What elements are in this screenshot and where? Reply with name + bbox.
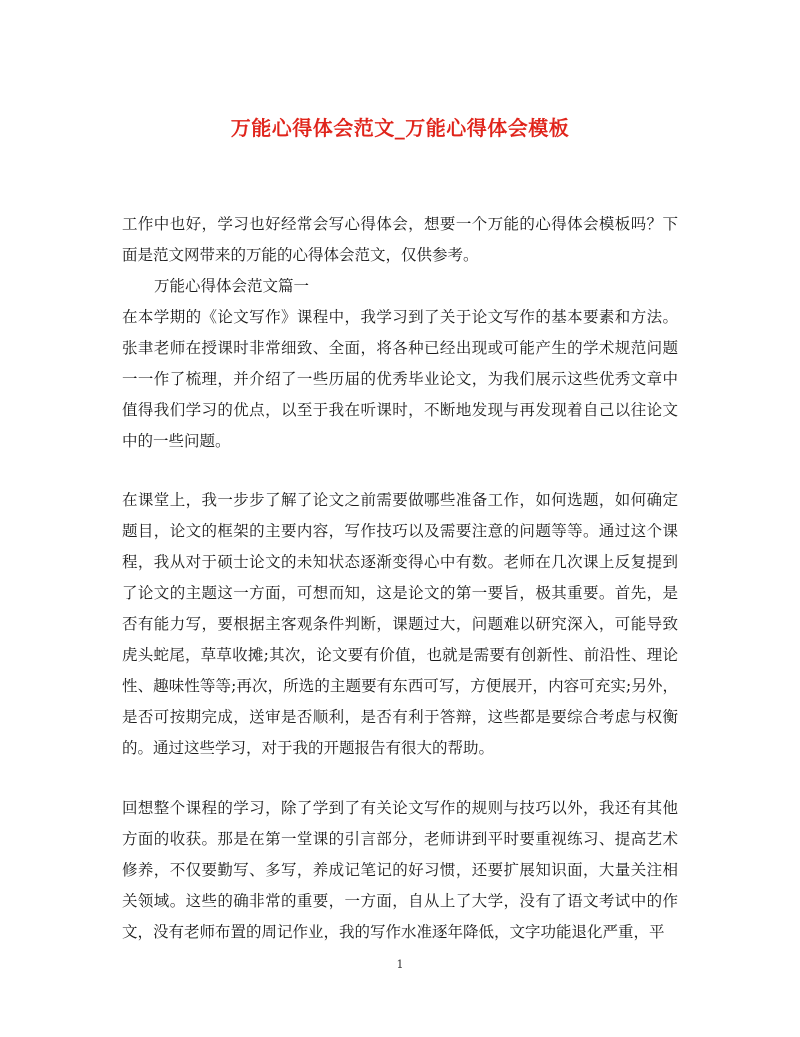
body-paragraph: 在课堂上，我一步步了解了论文之前需要做哪些准备工作，如何选题，如何确定题目，论文的框架的主要内容，写作技巧以及需要注意的问题等等。通过这个课程，我从对于硕士论文的未知状态逐渐变得心中有数。老师在几次课上反复提到了论文的主题这一方面，可想而知，这是论文的第一要旨，极其重要。首先，是否有能力写，要根据主客观条件判断，课题过大，问题难以研究深入，可能导致虎头蛇尾，草草收摊;其次，论文要有价值，也就是需要有创新性、前沿性、理论性、趣味性等等;再次，所选的主题要有东西可写，方便展开，内容可充实;另外，是否可按期完成，送审是否顺利，是否有利于答辩，这些都是要综合考虑与权衡的。通过这些学习，对于我的开题报告有很大的帮助。 xyxy=(122,491,678,757)
intro-paragraph: 工作中也好，学习也好经常会写心得体会，想要一个万能的心得体会模板吗？下面是范文网带来的万能的心得体会范文，仅供参考。 xyxy=(122,215,678,264)
body-paragraph: 回想整个课程的学习，除了学到了有关论文写作的规则与技巧以外，我还有其他方面的收获。那是在第一堂课的引言部分，老师讲到平时要重视练习、提高艺术修养，不仅要勤写、多写，养成记笔记的好习惯，还要扩展知识面，大量关注相关领域。这些的确非常的重要，一方面，自从上了大学，没有了语文考试中的作文，没有老师布置的周记作业，我的写作水准逐年降低，文字功能退化严重，平 xyxy=(122,799,678,941)
section-subheading: 万能心得体会范文篇一 xyxy=(154,277,310,295)
page-number: 1 xyxy=(396,958,404,971)
body-paragraph: 在本学期的《论文写作》课程中，我学习到了关于论文写作的基本要素和方法。张聿老师在授课时非常细致、全面，将各种已经出现或可能产生的学术规范问题一一作了梳理，并介绍了一些历届的优秀毕业论文，为我们展示这些优秀文章中值得我们学习的优点，以至于我在听课时，不断地发现与再发现着自己以往论文中的一些问题。 xyxy=(122,308,678,450)
document-title: 万能心得体会范文_万能心得体会模板 xyxy=(230,116,570,140)
